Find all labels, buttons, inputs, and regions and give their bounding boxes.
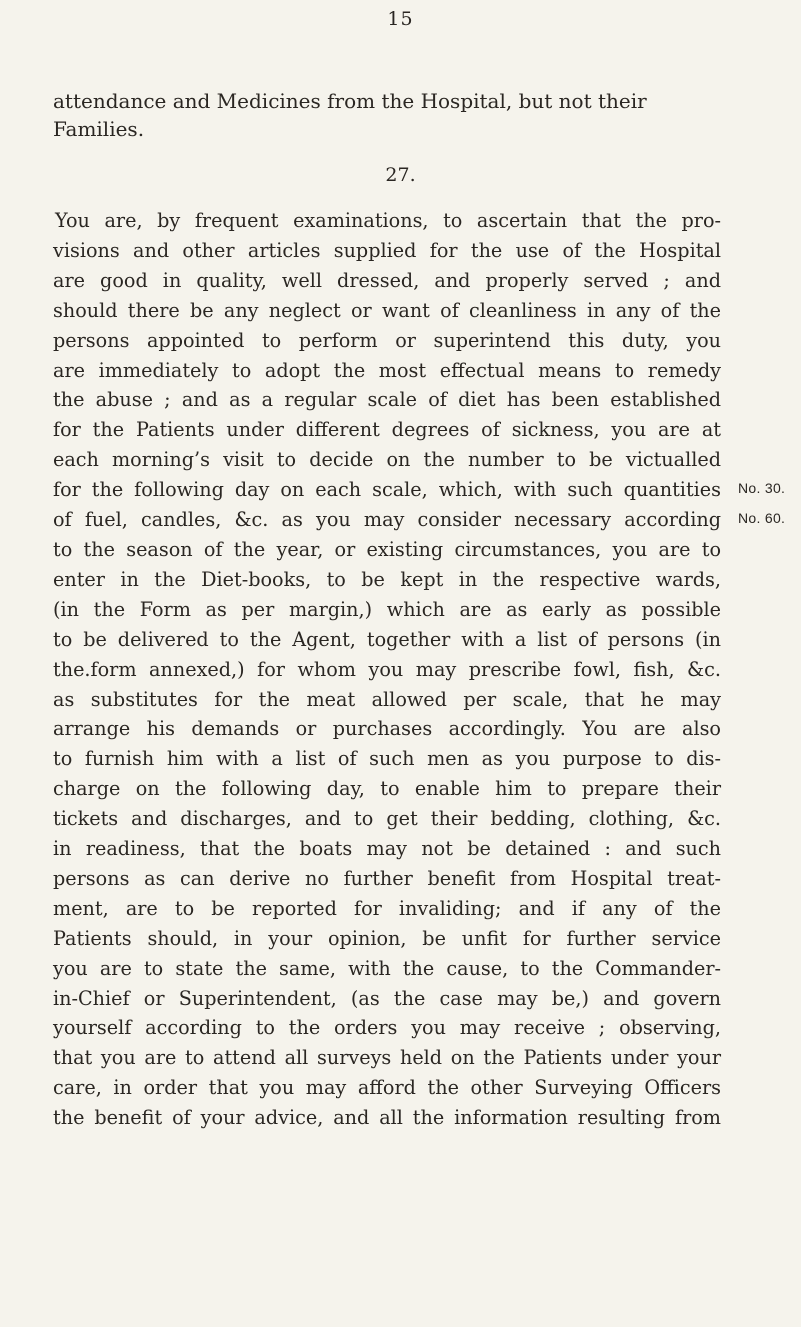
text-line: of fuel, candles, &c. as you may consider necessary according (53, 508, 721, 532)
text-line: persons as can derive no further benefit from Hospital treat- (53, 866, 721, 890)
text-line: are immediately to adopt the most effectual means to remedy (53, 358, 721, 382)
text-line: visions and other articles supplied for the use of the Hospital (53, 238, 721, 262)
text-line: each morning’s visit to decide on the number to be victualled (53, 448, 721, 472)
text-line: enter in the Diet-books, to be kept in the respective wards, (53, 567, 721, 591)
text-line: the benefit of your advice, and all the information resulting from (53, 1106, 721, 1130)
text-line: to be delivered to the Agent, together with a list of persons (in (53, 627, 721, 651)
text-line: ment, are to be reported for invaliding; and if any of the (53, 896, 721, 920)
text-line: in readiness, that the boats may not be detained : and such (53, 837, 721, 861)
text-line: yourself according to the orders you may receive ; observing, (53, 1016, 721, 1040)
text-line: (in the Form as per margin,) which are as early as possible (53, 597, 721, 621)
margin-note-form-30: No. 30. (738, 480, 786, 496)
text-line: for the following day on each scale, which, with such quantities (53, 478, 721, 502)
text-line: to the season of the year, or existing circumstances, you are to (53, 537, 721, 561)
text-line: charge on the following day, to enable him to prepare their (53, 777, 721, 801)
page-number: 15 (387, 8, 414, 30)
opening-line: attendance and Medicines from the Hospital, but not their (53, 89, 647, 113)
text-line: are good in quality, well dressed, and properly served ; and (53, 268, 721, 292)
text-line: Patients should, in your opinion, be unfit for further service (53, 926, 721, 950)
margin-note-form-60: No. 60. (738, 510, 786, 526)
text-line: arrange his demands or purchases accordingly. You are also (53, 717, 721, 741)
text-line: to furnish him with a list of such men as you purpose to dis- (53, 747, 721, 771)
text-line: care, in order that you may afford the other Surveying Officers (53, 1076, 721, 1100)
text-line: tickets and discharges, and to get their bedding, clothing, &c. (53, 807, 721, 831)
text-line: that you are to attend all surveys held on the Patients under your (53, 1046, 721, 1070)
text-line: in-Chief or Superintendent, (as the case may be,) and govern (53, 986, 721, 1010)
text-line: as substitutes for the meat allowed per scale, that he may (53, 687, 721, 711)
opening-paragraph (53, 87, 647, 143)
text-line: for the Patients under different degrees of sickness, you are at (53, 418, 721, 442)
section-number: 27. (385, 164, 416, 186)
body-paragraph (53, 206, 721, 1133)
text-line: the.form annexed,) for whom you may prescribe fowl, fish, &c. (53, 657, 721, 681)
text-line: you are to state the same, with the cause, to the Commander- (53, 956, 721, 980)
text-line: should there be any neglect or want of cleanliness in any of the (53, 298, 721, 322)
text-line: You are, by frequent examinations, to ascertain that the pro- (55, 209, 721, 232)
opening-line: Families. (53, 117, 145, 141)
text-line: persons appointed to perform or superintend this duty, you (53, 328, 721, 352)
text-line: the abuse ; and as a regular scale of diet has been established (53, 388, 721, 412)
